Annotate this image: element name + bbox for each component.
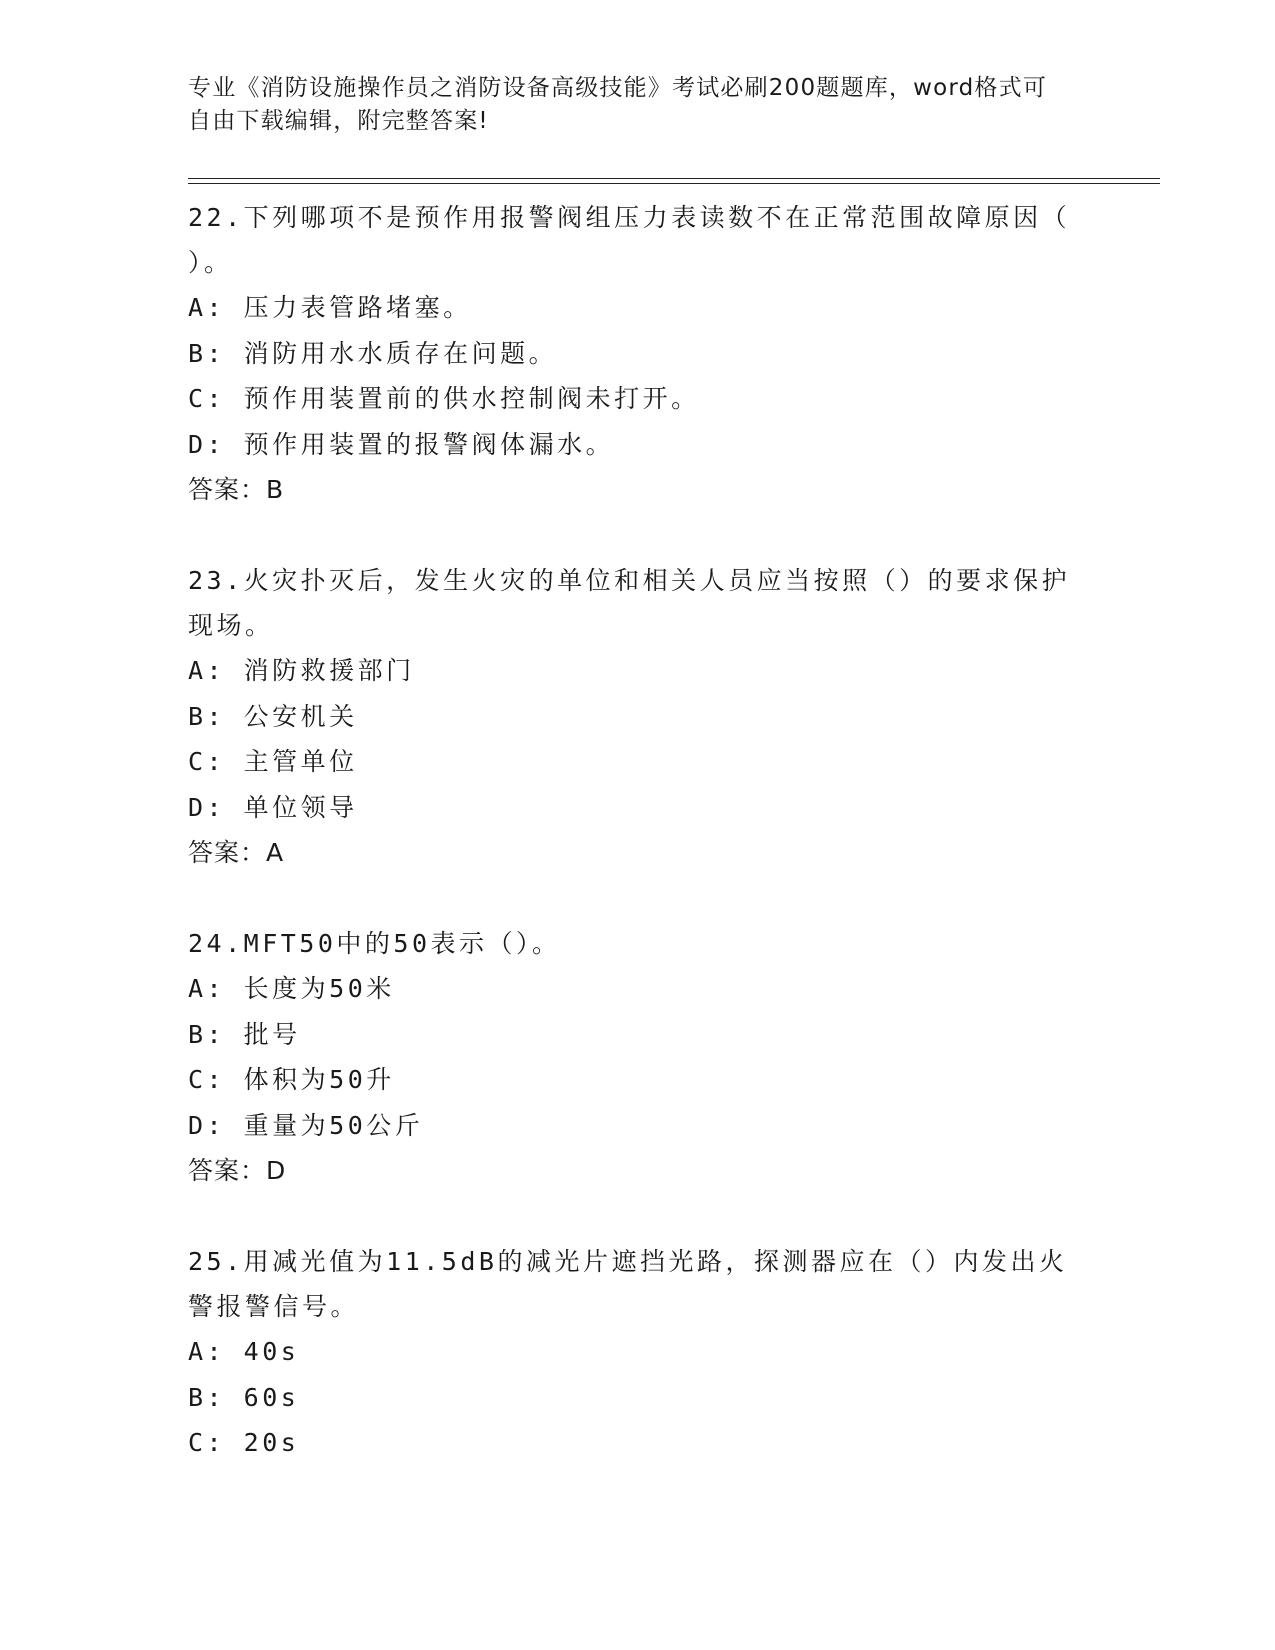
option-a: A: 40s [188, 1337, 300, 1366]
question-stem-line-1: 24.MFT50中的50表示（）。 [188, 929, 561, 958]
option-c: C: 20s [188, 1428, 300, 1457]
option-c: C: 预作用装置前的供水控制阀未打开。 [188, 384, 700, 413]
option-b: B: 消防用水水质存在问题。 [188, 338, 558, 368]
question-gap [188, 512, 1088, 558]
option-a: A: 长度为50米 [188, 974, 395, 1003]
question-stem-line-1: 23.火灾扑灭后，发生火灾的单位和相关人员应当按照（）的要求保护 [188, 566, 1071, 595]
option-b: B: 公安机关 [188, 701, 358, 731]
question-stem-line-2: 现场。 [188, 611, 274, 640]
header-divider-top [188, 178, 1160, 179]
answer-label: 答案：B [188, 475, 285, 504]
answer-label: 答案：D [188, 1156, 287, 1185]
option-d: D: 重量为50公斤 [188, 1110, 424, 1140]
header-line-1: 专业《消防设施操作员之消防设备高级技能》考试必刷200题题库，word格式可 [188, 75, 1048, 101]
question-stem-line-2: 警报警信号。 [188, 1292, 360, 1321]
answer-label: 答案：A [188, 838, 285, 867]
option-c: C: 体积为50升 [188, 1065, 395, 1094]
question-list [188, 195, 1088, 1466]
question-22 [188, 195, 1088, 512]
question-gap [188, 875, 1088, 921]
option-d: D: 单位领导 [188, 792, 358, 822]
question-stem-line-1: 25.用减光值为11.5dB的减光片遮挡光路，探测器应在（）内发出火 [188, 1247, 1068, 1276]
question-stem-line-1: 22.下列哪项不是预作用报警阀组压力表读数不在正常范围故障原因（ [188, 203, 1071, 232]
option-b: B: 60s [188, 1382, 300, 1412]
option-c: C: 主管单位 [188, 747, 358, 776]
header-divider-bottom [188, 183, 1160, 184]
question-25 [188, 1239, 1088, 1466]
option-a: A: 压力表管路堵塞。 [188, 293, 472, 322]
question-stem-line-2: ）。 [188, 248, 233, 277]
question-23 [188, 558, 1088, 875]
document-header [188, 72, 1088, 138]
option-b: B: 批号 [188, 1019, 301, 1049]
option-d: D: 预作用装置的报警阀体漏水。 [188, 429, 615, 459]
header-line-2: 自由下载编辑，附完整答案! [188, 108, 489, 134]
option-a: A: 消防救援部门 [188, 656, 415, 685]
question-gap [188, 1193, 1088, 1239]
question-24 [188, 921, 1088, 1193]
